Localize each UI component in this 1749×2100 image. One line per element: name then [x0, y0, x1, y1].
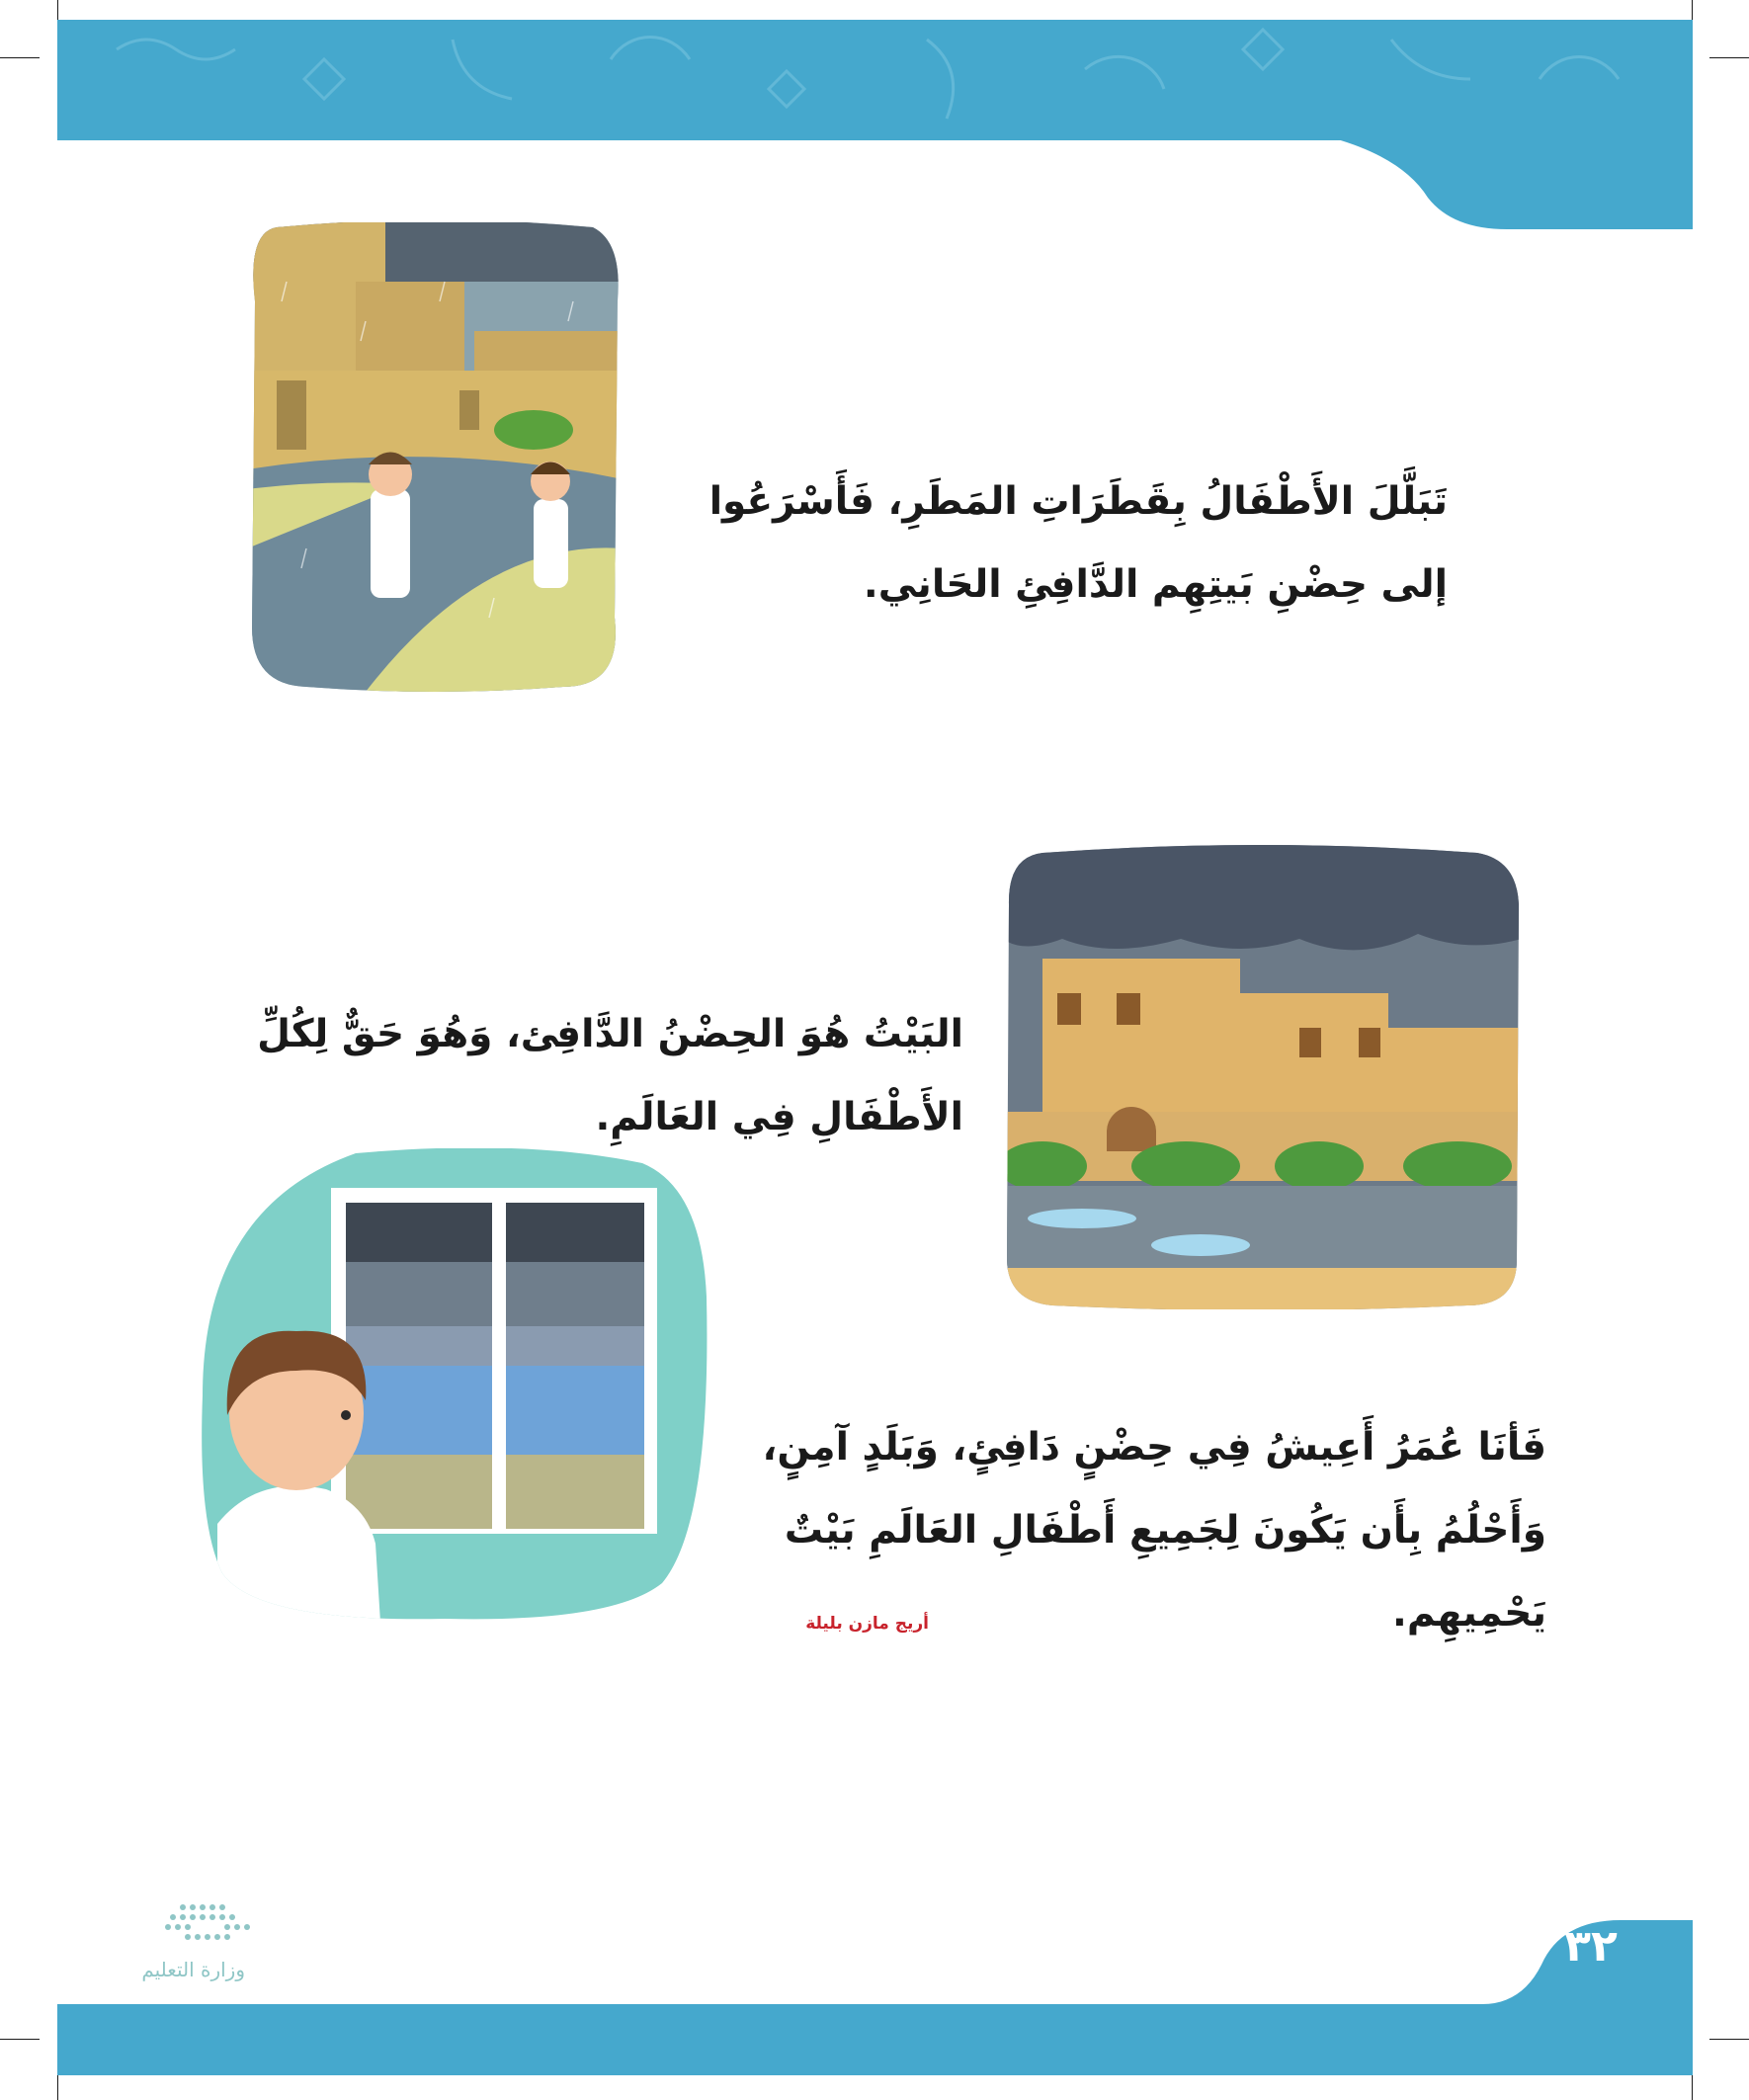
crop-mark: [0, 57, 40, 58]
crop-mark: [57, 2075, 58, 2100]
paragraph-1: تَبَلَّلَ الأَطْفَالُ بِقَطَرَاتِ المَطَرِ، فَأَسْرَعُوا إلى حِضْنِ بَيتِهِم الدَّافِئِ الحَانِي.: [708, 479, 1448, 607]
crop-mark: [0, 2039, 40, 2040]
header-band-tail: [1334, 138, 1693, 232]
crop-mark: [1692, 2075, 1693, 2100]
crop-mark: [57, 0, 58, 20]
footer-band: [57, 2004, 1693, 2075]
ministry-name: وزارة التعليم: [141, 1958, 245, 1981]
header-band: [57, 20, 1693, 140]
crop-mark: [1709, 57, 1749, 58]
author-credit: أريج مازن بليلة: [805, 1614, 929, 1634]
paragraph-3: فَأنَا عُمَرُ أَعِيشُ فِي حِضْنٍ دَافِئٍ، وَبَلَدٍ آمِنٍ، وَأَحْلُمُ بِأَن يَكُونَ لِجَمِيعِ أَطْفَالِ العَالَمِ بَيْتٌ يَحْمِيهِم.: [762, 1425, 1546, 1636]
children-running-in-rain-illustration: [247, 222, 623, 692]
rainy-town-illustration: [1003, 845, 1522, 1309]
boy-at-window-illustration: [198, 1148, 711, 1623]
crop-mark: [1709, 2039, 1749, 2040]
ministry-logo-icon: [89, 1897, 326, 1996]
page-number: ٣٢: [1564, 1921, 1618, 1972]
paragraph-2: البَيْتُ هُوَ الحِضْنُ الدَّافِئ، وَهُوَ حَقٌّ لِكُلِّ الأَطْفَالِ فِي العَالَمِ.: [257, 1012, 963, 1139]
crop-mark: [1692, 0, 1693, 20]
